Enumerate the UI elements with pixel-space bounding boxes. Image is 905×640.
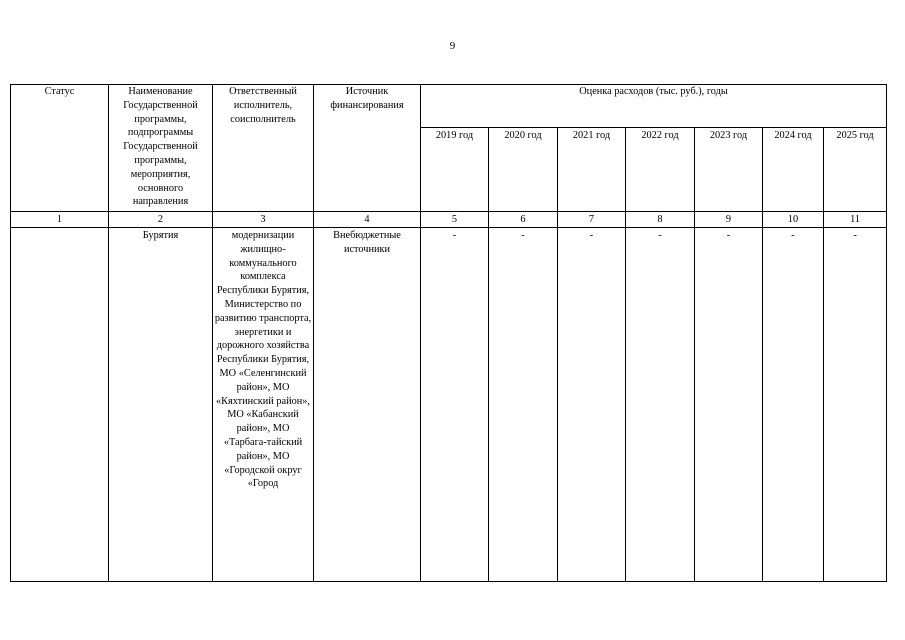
header-year: 2020 год bbox=[489, 128, 558, 212]
header-row bbox=[11, 85, 887, 128]
row-value-2025: - bbox=[824, 228, 887, 582]
header-year: 2022 год bbox=[626, 128, 695, 212]
row-value-2023: - bbox=[695, 228, 763, 582]
column-number: 2 bbox=[109, 212, 213, 228]
row-value-2021: - bbox=[558, 228, 626, 582]
column-number: 9 bbox=[695, 212, 763, 228]
header-year: 2024 год bbox=[763, 128, 824, 212]
header-year: 2021 год bbox=[558, 128, 626, 212]
row-value-2022: - bbox=[626, 228, 695, 582]
column-number: 6 bbox=[489, 212, 558, 228]
header-year: 2025 год bbox=[824, 128, 887, 212]
row-executor: модернизации жилищно-коммунального комплекса Республики Бурятия, Министерство по развитию транспорта, энергетики и дорожного хозяйства Республики Бурятия, МО «Селенгинский район», МО «Кяхтинский район», МО «Кабанский район», МО «Тарбага-тайский район», МО «Городской округ «Город bbox=[213, 228, 314, 582]
header-status: Статус bbox=[11, 85, 109, 212]
column-number: 1 bbox=[11, 212, 109, 228]
column-number: 5 bbox=[421, 212, 489, 228]
column-number-row bbox=[11, 212, 887, 228]
column-number: 7 bbox=[558, 212, 626, 228]
row-status bbox=[11, 228, 109, 582]
header-source: Источник финансирования bbox=[314, 85, 421, 212]
row-name: Бурятия bbox=[109, 228, 213, 582]
column-number: 11 bbox=[824, 212, 887, 228]
header-executor: Ответственный исполнитель, соисполнитель bbox=[213, 85, 314, 212]
column-number: 3 bbox=[213, 212, 314, 228]
header-estimate: Оценка расходов (тыс. руб.), годы bbox=[421, 85, 887, 128]
table-row bbox=[11, 228, 887, 582]
row-value-2020: - bbox=[489, 228, 558, 582]
row-value-2024: - bbox=[763, 228, 824, 582]
column-number: 10 bbox=[763, 212, 824, 228]
row-source: Внебюджетные источники bbox=[314, 228, 421, 582]
header-year: 2019 год bbox=[421, 128, 489, 212]
column-number: 8 bbox=[626, 212, 695, 228]
header-year: 2023 год bbox=[695, 128, 763, 212]
header-name: Наименование Государственной программы, подпрограммы Государственной программы, мероприятия, основного направления bbox=[109, 85, 213, 212]
expenditure-table bbox=[10, 84, 887, 582]
row-value-2019: - bbox=[421, 228, 489, 582]
column-number: 4 bbox=[314, 212, 421, 228]
page-number: 9 bbox=[449, 40, 456, 52]
